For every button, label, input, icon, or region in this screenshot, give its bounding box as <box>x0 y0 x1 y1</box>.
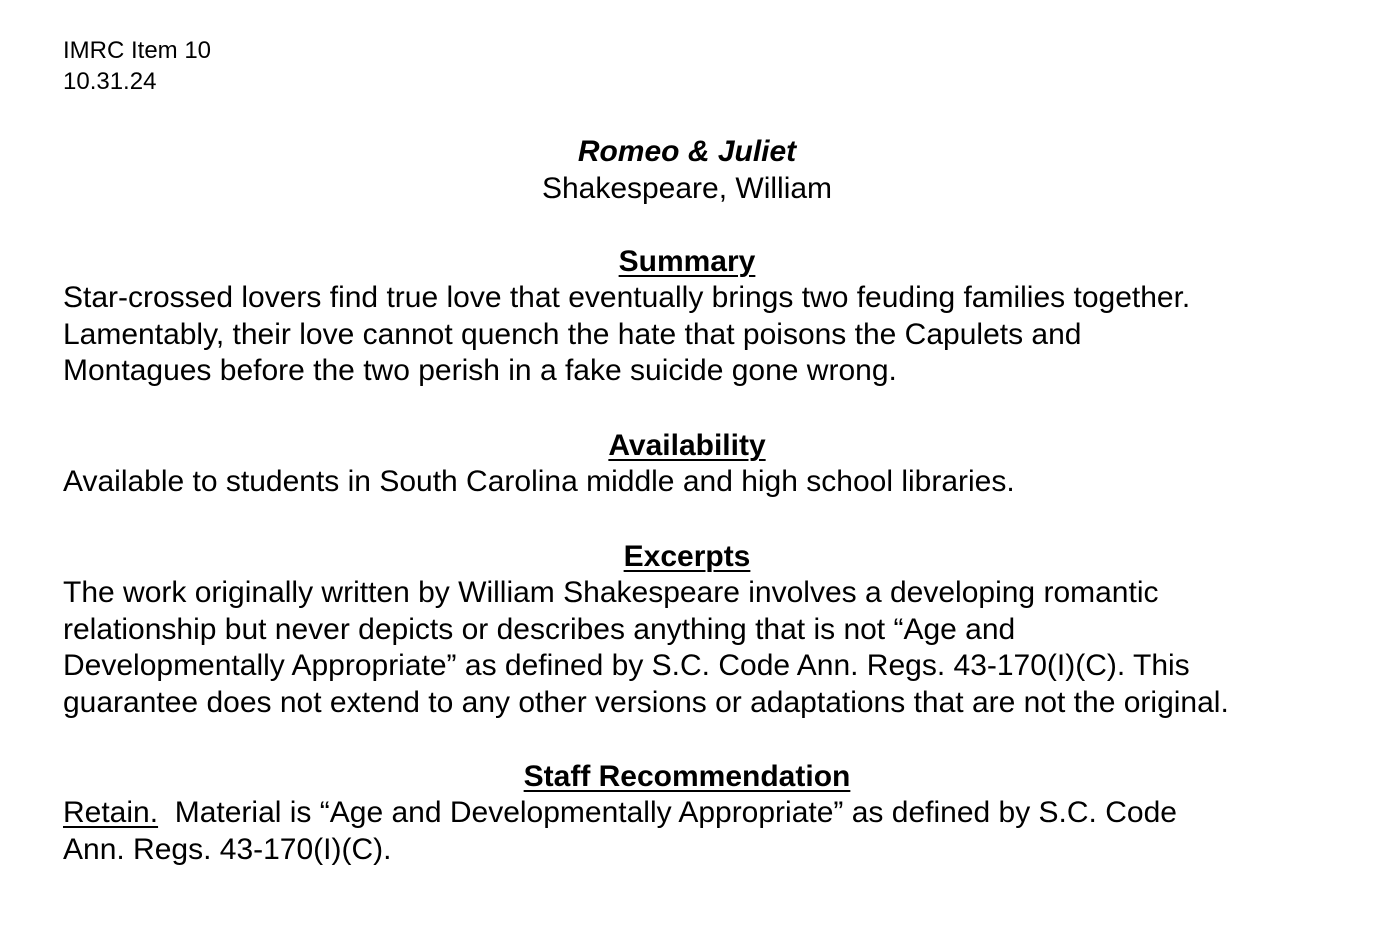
document-date: 10.31.24 <box>63 68 157 95</box>
recommendation-line: Ann. Regs. 43-170(I)(C). <box>63 832 392 866</box>
item-number: IMRC Item 10 <box>63 37 212 64</box>
recommendation-line <box>63 795 1363 832</box>
availability-line: Available to students in South Carolina middle and high school libraries. <box>63 465 1015 498</box>
book-author: Shakespeare, William <box>541 172 833 205</box>
availability-text <box>63 464 1363 501</box>
summary-line: Lamentably, their love cannot quench the hate that poisons the Capulets and <box>63 317 1082 351</box>
excerpts-heading: Excerpts <box>623 540 751 573</box>
recommendation-rationale: Material is “Age and Developmentally Appropriate” as defined by S.C. Code <box>158 796 1177 829</box>
excerpts-line: Developmentally Appropriate” as defined by S.C. Code Ann. Regs. 43-170(I)(C). This <box>63 649 1190 683</box>
recommendation-heading: Staff Recommendation <box>523 760 851 793</box>
availability-heading: Availability <box>608 429 766 462</box>
summary-line: Star-crossed lovers find true love that eventually brings two feuding families together. <box>63 281 1191 314</box>
excerpts-line: relationship but never depicts or describes anything that is not “Age and <box>63 612 1016 646</box>
recommendation-decision: Retain. <box>63 796 159 829</box>
excerpts-line: guarantee does not extend to any other versions or adaptations that are not the original. <box>63 685 1229 719</box>
recommendation-text <box>63 795 1363 868</box>
summary-text <box>63 280 1363 390</box>
document-header <box>63 35 211 97</box>
excerpts-text <box>63 575 1363 721</box>
book-title: Romeo & Juliet <box>577 135 797 168</box>
excerpts-line: The work originally written by William Shakespeare involves a developing romantic <box>63 576 1159 609</box>
summary-heading: Summary <box>618 245 756 278</box>
summary-line: Montagues before the two perish in a fake suicide gone wrong. <box>63 354 897 388</box>
